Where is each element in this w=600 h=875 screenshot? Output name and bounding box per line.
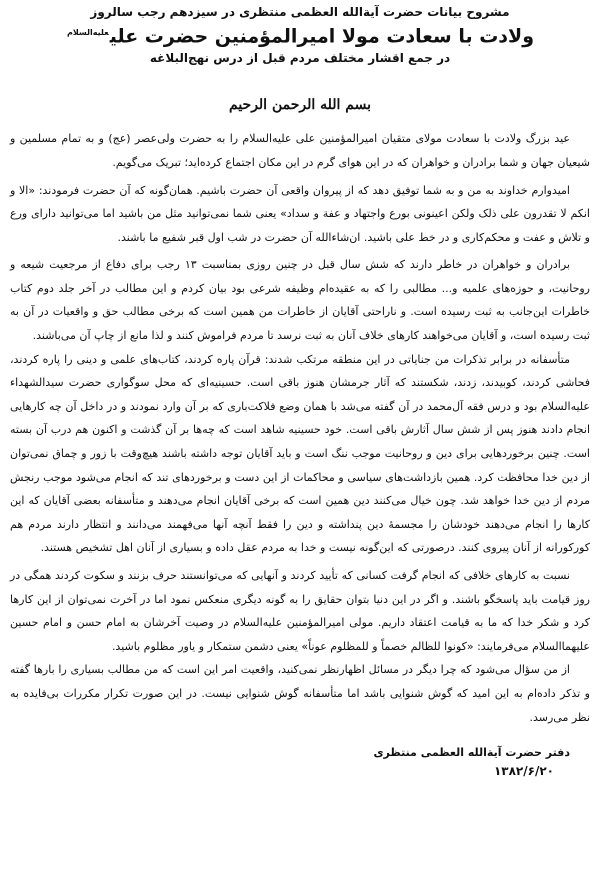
paragraph: عید بزرگ ولادت با سعادت مولای متقیان امیرالمؤمنین علی علیه‌السلام را به حضرت ولی‌عصر (عج) و به تمام مسلمین و شیعیان جهان و شما برادران و خواهران که در این هوای گرم در این مکان اجتماع کرده‌اید؛ تبریک می‌گویم. xyxy=(10,132,590,169)
title-text: ولادت با سعادت مولا امیرالمؤمنین حضرت علی xyxy=(109,25,535,48)
statement-tagline: در جمع اقشار مختلف مردم قبل از درس نهج‌البلاغه xyxy=(149,51,451,66)
header xyxy=(10,4,590,67)
statement-body xyxy=(10,127,590,729)
statement-subtitle: مشروح بیانات حضرت آیة‌الله العظمی منتظری در سیزدهم رجب سالروز xyxy=(90,5,510,19)
paragraph: امیدوارم خداوند به من و به شما توفیق دهد که از پیروان واقعی آن حضرت باشیم. همان‌گونه که آن حضرت فرمودند: «الا و انکم لا تقدرون علی ذلک ولکن اعینونی بورع واجتهاد و عفة و سداد» یعنی شما نمی‌توانید مثل من باشید اما می‌توانید دارای ورع و تلاش و عفت و محکم‌کاری و در خط علی باشید. ان‌شاءالله آن حضرت در شب اول قبر شفیع ما باشند. xyxy=(10,183,590,244)
paragraph: متأسفانه در برابر تذکرات من جنایاتی در این منطقه مرتکب شدند: قرآن پاره کردند، کتاب‌های علمی و دینی را پاره کردند، فحاشی کردند، کوبیدند، زدند، شکستند که آثار جرمشان هنوز باقی است. حسینیه‌ای که محل سوگواری حضرت سیدالشهداء علیه‌السلام بود و درس فقه آل‌محمد در آن گفته می‌شد با همان وضع فلاکت‌باری که بر آن وارد نمودند و در داخل آن چه کارهایی انجام دادند هنوز پس از شش سال آثارش باقی است. خود حسینیه شاهد است که چه‌ها بر آن گذشت و اکنون هم درب آن بسته است. چنین برخوردهایی برای دین و روحانیت موجب ننگ است و باید آقایان توجه داشته باشند هیچ‌وقت با زور و چماق نمی‌توان از دین خدا محافظت کرد. همین بازداشت‌های سیاسی و محاکمات از این دست و برخوردهای تند که انجام می‌شود موجب رنجش مردم از دین خدا خواهد شد. چون خیال می‌کنند دین همین است که برخی آقایان انجام می‌دهند و متأسفانه بعضی آقایان که این کارها را انجام می‌دهند خودشان را مجسمهٔ دین پنداشته و دین را فقط آنچه آنها می‌فهمند می‌دانند و انتظار دارند مردم هم کورکورانه از آنان پیروی کنند. درصورتی که این‌گونه نیست و خدا به مردم عقل داده و بسیاری از آنان اهل تشخیص هستند. xyxy=(10,352,590,555)
paragraph: نسبت به کارهای خلافی که انجام گرفت کسانی که تأیید کردند و آنهایی که می‌توانستند حرف بزنند و سکوت کردند همگی در روز قیامت باید پاسخگو باشند. و اگر در این دنیا بتوان حقایق را به گونه دیگری منعکس نمود اما در آخرت نمی‌توان از این کارها کرد و شکر خدا که ما به قیامت اعتقاد داریم. مولی امیرالمؤمنین علیه‌السلام در وصیت آخرشان به امام حسن و امام حسین علیهماالسلام می‌فرمایند: «کونوا للظالم خصماً و للمظلوم عوناً» یعنی دشمن ستمکار و یاور مظلوم باشید. xyxy=(10,569,590,653)
signature xyxy=(10,743,590,781)
basmala: بسم الله الرحمن الرحیم xyxy=(229,97,371,114)
paragraph: از من سؤال می‌شود که چرا دیگر در مسائل اظهارنظر نمی‌کنید، واقعیت امر این است که من مطالب بسیاری را بارها گفته و تذکر داده‌ام به این امید که گوش شنوایی باشد اما متأسفانه گوش شنوایی نیست. در این صورت تکرار مکررات بی‌فایده به نظر می‌رسد. xyxy=(10,663,590,724)
signature-date: ۱۳۸۲/۶/۲۰ xyxy=(493,764,554,779)
signature-office: دفتر حضرت آیة‌الله العظمی منتظری xyxy=(373,746,570,760)
honorific-mark: علیه‌السلام xyxy=(66,28,109,37)
statement-title xyxy=(10,20,590,49)
paragraph: برادران و خواهران در خاطر دارند که شش سال قبل در چنین روزی بمناسبت ۱۳ رجب برای دفاع از مرجعیت شیعه و روحانیت، و حوزه‌های علمیه و... مطالبی را که به عقیده‌ام وظیفه شرعی بود بیان کردم و این مطالب در آخر جلد دوم کتاب خاطرات این‌جانب به ثبت رسیده است. و ناراحتی آقایان از خاطرات من همین است که برخی مطالب حق و واقعیات در آن به ثبت رسیده است، و آقایان می‌خواهند کارهای خلاف آنان به ثبت نرسد تا مردم فراموش کنند و لذا مانع از چاپ آن می‌باشند. xyxy=(10,258,590,343)
